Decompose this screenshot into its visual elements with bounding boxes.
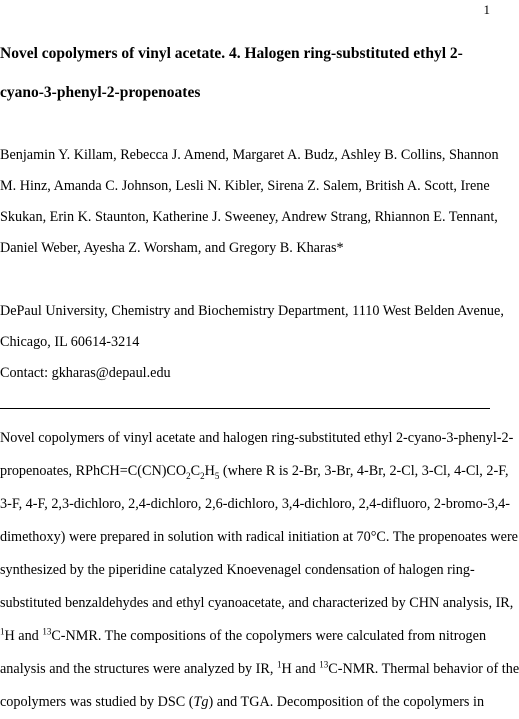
abstract-text: C-NMR. The compositions of the copolymers were calculated from nitrogen (51, 628, 487, 644)
abstract-line-6: substituted benzaldehydes and ethyl cyanoacetate, and characterized by CHN analysis, IR, (0, 595, 514, 611)
abstract-line-3: 3-F, 4-F, 2,3-dichloro, 2,4-dichloro, 2,6-dichloro, 3,4-dichloro, 2,4-difluoro, 2-bromo-3,4- (0, 496, 510, 512)
abstract-text: C (190, 463, 201, 479)
superscript: 1 (276, 659, 282, 670)
paper-title (0, 34, 480, 112)
abstract-text: C-NMR. Thermal behavior of the (328, 661, 519, 677)
abstract (0, 422, 519, 719)
abstract-text: ) and TGA. Decomposition of the copolymers in (208, 694, 485, 710)
author-line-4: Daniel Weber, Ayesha Z. Worsham, and Gregory B. Kharas* (0, 240, 344, 256)
author-line-2: M. Hinz, Amanda C. Johnson, Lesli N. Kibler, Sirena Z. Salem, British A. Scott, Irene (0, 178, 490, 194)
abstract-text: H (204, 463, 215, 479)
subscript: 5 (214, 470, 220, 481)
abstract-text: H and (4, 628, 43, 644)
abstract-line-2 (0, 455, 509, 488)
abstract-line-7 (0, 620, 490, 653)
subscript: 2 (200, 470, 205, 481)
abstract-line-1: Novel copolymers of vinyl acetate and halogen ring-substituted ethyl 2-cyano-3-phenyl-2- (0, 430, 514, 446)
abstract-text: propenoates, RPhCH=C(CN)CO (0, 463, 187, 479)
abstract-text: analysis and the structures were analyzed by IR, (0, 661, 277, 677)
author-list (0, 140, 499, 264)
title-line-1: Novel copolymers of vinyl acetate. 4. Halogen ring-substituted ethyl 2- (0, 45, 463, 62)
superscript: 1 (0, 626, 5, 637)
abstract-text: copolymers was studied by DSC ( (0, 694, 194, 710)
abstract-line-8 (0, 653, 519, 686)
affiliation-line-2: Chicago, IL 60614-3214 (0, 334, 140, 350)
abstract-text: H and (281, 661, 320, 677)
author-line-3: Skukan, Erin K. Staunton, Katherine J. Sweeney, Andrew Strang, Rhiannon E. Tennant, (0, 209, 498, 225)
title-line-2: cyano-3-phenyl-2-propenoates (0, 84, 201, 101)
abstract-line-4: dimethoxy) were prepared in solution with radical initiation at 70°C. The propenoates were (0, 529, 518, 545)
page-number: 1 (483, 2, 490, 17)
abstract-text: (where R is 2-Br, 3-Br, 4-Br, 2-Cl, 3-Cl, 4-Cl, 2-F, (219, 463, 509, 479)
author-line-1: Benjamin Y. Killam, Rebecca J. Amend, Margaret A. Budz, Ashley B. Collins, Shannon (0, 147, 499, 163)
superscript: 13 (319, 659, 329, 670)
affiliation-line-1: DePaul University, Chemistry and Biochemistry Department, 1110 West Belden Avenue, (0, 303, 504, 319)
abstract-line-9 (0, 686, 490, 719)
superscript: 13 (42, 626, 52, 637)
abstract-line-5: synthesized by the piperidine catalyzed Knoevenagel condensation of halogen ring- (0, 562, 475, 578)
subscript: 2 (186, 470, 191, 481)
affiliation (0, 296, 504, 389)
glass-transition-symbol: Tg (193, 694, 209, 710)
contact-email: Contact: gkharas@depaul.edu (0, 365, 171, 381)
section-divider (0, 408, 490, 409)
